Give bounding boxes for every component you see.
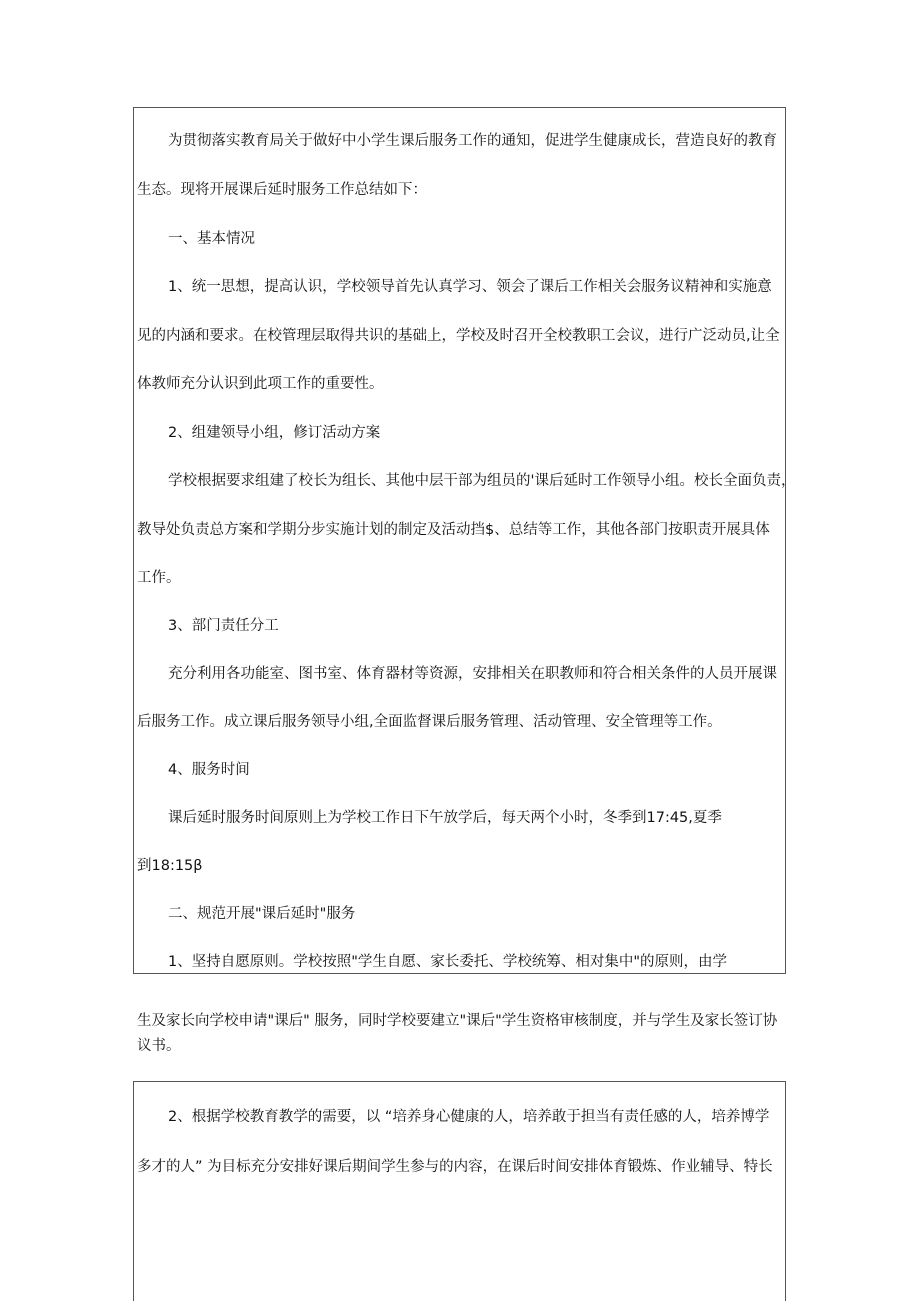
page2-line-2: 多才的人” 为目标充分安排好课后期间学生参与的内容，在课后时间安排体育锻炼、作业辅导、特长 [137, 1159, 773, 1175]
section1-title: 一、基本情况 [168, 231, 255, 247]
section2-title: 二、规范开展"课后延时"服务 [168, 906, 356, 922]
page2-line-1: 2、根据学校教育教学的需要，以 “培养身心健康的人，培养敢于担当有责任感的人，培养博学 [168, 1109, 770, 1125]
item3-title: 3、部门责任分工 [168, 618, 279, 634]
item4-line-2: 到18:15β [137, 858, 203, 874]
item4-line-1: 课后延时服务时间原则上为学校工作日下午放学后，每天两个小时，冬季到17:45,夏季 [168, 810, 722, 826]
item1-line-3: 体教师充分认识到此项工作的重要性。 [137, 376, 384, 392]
intro-line-2: 生态。现将开展课后延时服务工作总结如下： [137, 182, 427, 198]
item2-title: 2、组建领导小组，修订活动方案 [168, 425, 381, 441]
item3-line-1: 充分利用各功能室、图书室、体育器材等资源，安排相关在职教师和符合相关条件的人员开展课 [168, 666, 777, 682]
item2-line-1: 学校根据要求组建了校长为组长、其他中层干部为组员的'课后延时工作领导小组。校长全面负责， [168, 473, 796, 489]
item2-line-2: 教导处负责总方案和学期分步实施计划的制定及活动挡$、总结等工作，其他各部门按职责开展具体 [137, 522, 770, 538]
item1-line-1: 1、统一思想，提高认识，学校领导首先认真学习、领会了课后工作相关会服务议精神和实施意 [168, 279, 772, 295]
item1-line-2: 见的内涵和要求。在校管理层取得共识的基础上，学校及时召开全校教职工会议，进行广泛动员,让全 [137, 328, 780, 344]
between-line-2: 议书。 [137, 1038, 181, 1054]
intro-line-1: 为贯彻落实教育局关于做好中小学生课后服务工作的通知，促进学生健康成长，营造良好的教育 [168, 133, 777, 149]
item4-title: 4、服务时间 [168, 762, 250, 778]
item3-line-2: 后服务工作。成立课后服务领导小组,全面监督课后服务管理、活动管理、安全管理等工作。 [137, 714, 722, 730]
item2-line-3: 工作。 [137, 570, 181, 586]
between-line-1: 生及家长向学校申请"课后" 服务，同时学校要建立"课后"学生资格审核制度，并与学生及家长签订协 [137, 1013, 778, 1029]
s2-item1-line-1: 1、坚持自愿原则。学校按照"学生自愿、家长委托、学校统筹、相对集中"的原则，由学 [168, 954, 728, 970]
